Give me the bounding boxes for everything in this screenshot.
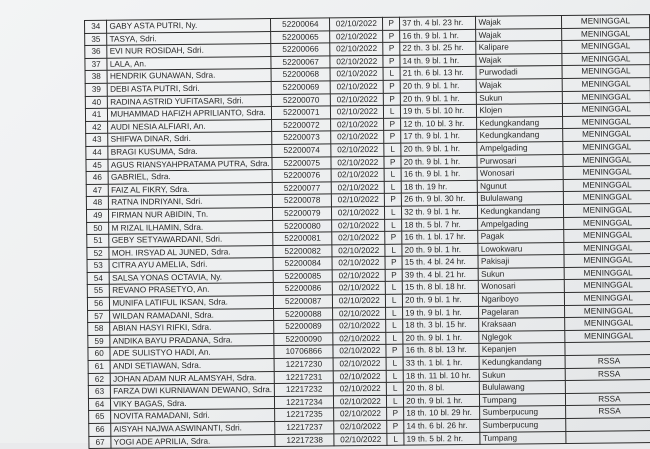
origin-address-cell: Wonosari xyxy=(479,280,565,293)
gender-cell: L xyxy=(386,294,403,307)
gender-cell: L xyxy=(384,168,401,181)
record-date-cell: 02/10/2022 xyxy=(330,17,383,30)
record-number-cell: 52200080 xyxy=(273,219,332,232)
age-cell: 16 th. 8 bl. 13 hr. xyxy=(403,344,479,357)
row-number-cell: 58 xyxy=(88,322,110,335)
record-date-cell: 02/10/2022 xyxy=(332,257,385,270)
status-cell: MENINGGAL xyxy=(564,254,650,268)
age-cell: 20 th. 9 bl. 1 hr. xyxy=(401,142,477,155)
record-number-cell: 52200070 xyxy=(271,93,330,106)
record-date-cell: 02/10/2022 xyxy=(332,168,385,181)
record-number-cell: 52200075 xyxy=(272,156,331,169)
person-name-cell: REVANO PRASETYO, An. xyxy=(110,283,274,297)
status-cell: MENINGGAL xyxy=(563,141,650,155)
row-number-cell: 44 xyxy=(86,146,108,159)
origin-address-cell: Pakisaji xyxy=(478,255,564,268)
record-date-cell: 02/10/2022 xyxy=(334,395,387,408)
status-cell: MENINGGAL xyxy=(564,317,650,331)
record-number-cell: 52200086 xyxy=(273,282,332,295)
record-number-cell: 52200089 xyxy=(274,320,333,333)
record-date-cell: 02/10/2022 xyxy=(333,357,386,370)
row-number-cell: 52 xyxy=(87,247,109,260)
person-name-cell: M RIZAL ILHAMIN, Sdra. xyxy=(109,220,273,234)
gender-cell: L xyxy=(385,244,402,257)
row-number-cell: 51 xyxy=(87,234,109,247)
origin-address-cell: Klojen xyxy=(477,104,563,117)
status-cell: MENINGGAL xyxy=(561,15,649,29)
record-number-cell: 12217232 xyxy=(274,383,333,396)
gender-cell: P xyxy=(383,17,400,30)
origin-address-cell: Sukun xyxy=(480,368,566,381)
row-number-cell: 35 xyxy=(85,33,107,46)
gender-cell: L xyxy=(386,307,403,320)
record-number-cell: 52200064 xyxy=(271,18,330,31)
record-date-cell: 02/10/2022 xyxy=(334,420,387,433)
gender-cell: L xyxy=(386,357,403,370)
person-name-cell: JOHAN ADAM NUR ALAMSYAH, Sdra. xyxy=(111,371,275,385)
gender-cell: P xyxy=(383,30,400,43)
origin-address-cell: Kedungkandang xyxy=(478,204,564,217)
record-number-cell: 52200068 xyxy=(271,68,330,81)
person-name-cell: FAIZ AL FIKRY, Sdra. xyxy=(109,182,273,196)
gender-cell: P xyxy=(385,193,402,206)
record-number-cell: 52200084 xyxy=(273,257,332,270)
row-number-cell: 61 xyxy=(88,360,110,373)
age-cell: 14 th. 6 bl. 26 hr. xyxy=(404,419,480,432)
age-cell: 17 th. 9 bl. 1 hr. xyxy=(401,130,477,143)
record-number-cell: 52200081 xyxy=(273,232,332,245)
status-cell: MENINGGAL xyxy=(562,40,650,54)
record-date-cell: 02/10/2022 xyxy=(330,43,383,56)
gender-cell: P xyxy=(385,231,402,244)
age-cell: 12 th. 10 bl. 3 hr. xyxy=(401,117,477,130)
origin-address-cell: Ampelgading xyxy=(478,217,564,230)
age-cell: 32 th. 9 bl. 1 hr. xyxy=(402,205,478,218)
age-cell: 15 th. 8 bl. 18 hr. xyxy=(402,281,478,294)
status-cell: MENINGGAL xyxy=(565,329,650,343)
record-date-cell: 02/10/2022 xyxy=(333,282,386,295)
record-date-cell: 02/10/2022 xyxy=(330,68,383,81)
row-number-cell: 62 xyxy=(88,373,110,386)
row-number-cell: 47 xyxy=(86,184,108,197)
status-cell: MENINGGAL xyxy=(562,103,650,117)
origin-address-cell: Ngunut xyxy=(478,179,564,192)
origin-address-cell: Tumpang xyxy=(480,393,566,406)
record-number-cell: 12217238 xyxy=(275,433,334,446)
gender-cell: L xyxy=(386,282,403,295)
record-date-cell: 02/10/2022 xyxy=(331,156,384,169)
person-name-cell: NOVITA RAMADANI, Sdri. xyxy=(111,409,275,423)
gender-cell: P xyxy=(384,156,401,169)
record-date-cell: 02/10/2022 xyxy=(334,408,387,421)
gender-cell: P xyxy=(385,269,402,282)
age-cell: 14 th. 9 bl. 1 hr. xyxy=(400,54,476,67)
row-number-cell: 50 xyxy=(87,222,109,235)
record-number-cell: 52200079 xyxy=(273,207,332,220)
age-cell: 15 th. 4 bl. 24 hr. xyxy=(402,256,478,269)
status-cell: MENINGGAL xyxy=(562,65,650,79)
person-name-cell: YOGI ADE APRILIA, Sdra. xyxy=(111,434,275,448)
record-date-cell: 02/10/2022 xyxy=(333,294,386,307)
gender-cell: L xyxy=(384,181,401,194)
row-number-cell: 57 xyxy=(88,310,110,323)
record-date-cell: 02/10/2022 xyxy=(332,206,385,219)
origin-address-cell: Purwosari xyxy=(477,154,563,167)
victim-list-table xyxy=(84,14,650,449)
person-name-cell: SALSA YONAS OCTAVIA, Ny. xyxy=(110,270,274,284)
record-date-cell: 02/10/2022 xyxy=(332,194,385,207)
gender-cell: L xyxy=(387,433,404,446)
age-cell: 20 th. 9 bl. 1 hr. xyxy=(403,293,479,306)
record-number-cell: 52200082 xyxy=(273,245,332,258)
row-number-cell: 41 xyxy=(85,108,107,121)
status-cell: MENINGGAL xyxy=(564,304,650,318)
age-cell: 20 th. 9 bl. 1 hr. xyxy=(400,79,476,92)
status-cell: MENINGGAL xyxy=(564,229,650,243)
record-date-cell: 02/10/2022 xyxy=(331,131,384,144)
record-number-cell: 12217237 xyxy=(275,421,334,434)
person-name-cell: ANDI SETIAWAN, Sdra. xyxy=(110,359,274,373)
status-cell: MENINGGAL xyxy=(562,115,650,129)
person-name-cell: AISYAH NAJWA ASWINANTI, Sdri. xyxy=(111,422,275,436)
person-name-cell: FIRMAN NUR ABIDIN, Tn. xyxy=(109,207,273,221)
age-cell: 21 th. 6 bl. 13 hr. xyxy=(400,67,476,80)
origin-address-cell: Kalipare xyxy=(476,41,562,54)
record-number-cell: 10706866 xyxy=(274,345,333,358)
gender-cell: P xyxy=(383,42,400,55)
status-cell: RSSA xyxy=(565,405,650,419)
age-cell: 18 th. 19 hr. xyxy=(401,180,477,193)
record-number-cell: 52200090 xyxy=(274,333,333,346)
status-cell: MENINGGAL xyxy=(564,292,650,306)
origin-address-cell: Sukun xyxy=(479,267,565,280)
gender-cell: P xyxy=(387,420,404,433)
record-date-cell: 02/10/2022 xyxy=(330,30,383,43)
gender-cell: L xyxy=(387,395,404,408)
record-date-cell: 02/10/2022 xyxy=(332,244,385,257)
row-number-cell: 39 xyxy=(85,83,107,96)
record-date-cell: 02/10/2022 xyxy=(331,80,384,93)
age-cell: 18 th. 10 bl. 29 hr. xyxy=(404,407,480,420)
record-number-cell: 52200085 xyxy=(273,270,332,283)
gender-cell: L xyxy=(387,382,404,395)
gender-cell: P xyxy=(384,118,401,131)
origin-address-cell: Sukun xyxy=(477,91,563,104)
record-number-cell: 52200072 xyxy=(272,119,331,132)
table-body xyxy=(85,15,650,449)
origin-address-cell: Bululawang xyxy=(478,192,564,205)
row-number-cell: 55 xyxy=(87,285,109,298)
person-name-cell: DEBI ASTA PUTRI, Sdri. xyxy=(108,82,272,96)
row-number-cell: 53 xyxy=(87,260,109,273)
age-cell: 18 th. 11 bl. 10 hr. xyxy=(403,369,479,382)
record-date-cell: 02/10/2022 xyxy=(333,269,386,282)
status-cell: MENINGGAL xyxy=(561,27,649,41)
person-name-cell: ADE SULISTYO HADI, An. xyxy=(110,346,274,360)
row-number-cell: 66 xyxy=(89,423,111,436)
age-cell: 19 th. 9 bl. 1 hr. xyxy=(403,306,479,319)
person-name-cell: GABY ASTA PUTRI, Ny. xyxy=(107,19,271,33)
record-number-cell: 52200078 xyxy=(272,194,331,207)
status-cell: RSSA xyxy=(565,367,650,381)
row-number-cell: 64 xyxy=(88,398,110,411)
record-number-cell: 52200077 xyxy=(272,182,331,195)
record-date-cell: 02/10/2022 xyxy=(330,55,383,68)
row-number-cell: 36 xyxy=(85,45,107,58)
origin-address-cell: Bululawang xyxy=(480,381,566,394)
row-number-cell: 67 xyxy=(89,436,111,449)
status-cell xyxy=(565,380,650,394)
origin-address-cell: Wajak xyxy=(477,78,563,91)
person-name-cell: SHIFWA DINAR, Sdri. xyxy=(108,132,272,146)
record-number-cell: 52200065 xyxy=(271,31,330,44)
status-cell: MENINGGAL xyxy=(564,266,650,280)
age-cell: 37 th. 4 bl. 23 hr. xyxy=(400,16,476,29)
age-cell: 20 th. 9 bl. 1 hr. xyxy=(402,243,478,256)
origin-address-cell: Sumberpucung xyxy=(480,418,566,431)
person-name-cell: EVI NUR ROSIDAH, Sdri. xyxy=(107,44,271,58)
record-date-cell: 02/10/2022 xyxy=(331,118,384,131)
record-number-cell: 52200087 xyxy=(274,295,333,308)
row-number-cell: 43 xyxy=(86,134,108,147)
status-cell: MENINGGAL xyxy=(563,166,650,180)
row-number-cell: 34 xyxy=(85,20,107,33)
person-name-cell: MUNIFA LATIFUL IKSAN, Sdra. xyxy=(110,296,274,310)
origin-address-cell: Sumberpucung xyxy=(480,406,566,419)
record-number-cell: 52200069 xyxy=(271,81,330,94)
origin-address-cell: Pagak xyxy=(478,230,564,243)
status-cell: RSSA xyxy=(565,392,650,406)
person-name-cell: WILDAN RAMADANI, Sdra. xyxy=(110,308,274,322)
origin-address-cell: Tumpang xyxy=(480,431,566,444)
record-number-cell: 52200074 xyxy=(272,144,331,157)
origin-address-cell: Purwodadi xyxy=(476,66,562,79)
record-date-cell: 02/10/2022 xyxy=(332,181,385,194)
person-name-cell: LALA, An. xyxy=(107,56,271,70)
gender-cell: P xyxy=(383,55,400,68)
status-cell: MENINGGAL xyxy=(563,153,650,167)
record-number-cell: 52200071 xyxy=(272,106,331,119)
person-name-cell: ANDIKA BAYU PRADANA, Sdra. xyxy=(110,333,274,347)
record-date-cell: 02/10/2022 xyxy=(331,106,384,119)
row-number-cell: 38 xyxy=(85,71,107,84)
status-cell: MENINGGAL xyxy=(562,52,650,66)
row-number-cell: 56 xyxy=(87,297,109,310)
record-date-cell: 02/10/2022 xyxy=(332,231,385,244)
person-name-cell: VIKY BAGAS, Sdra. xyxy=(111,396,275,410)
person-name-cell: CITRA AYU AMELIA, Sdri. xyxy=(109,258,273,272)
row-number-cell: 42 xyxy=(86,121,108,134)
gender-cell: P xyxy=(384,131,401,144)
record-number-cell: 12217234 xyxy=(275,396,334,409)
person-name-cell: GEBY SETYAWARDANI, Sdri. xyxy=(109,233,273,247)
origin-address-cell: Wajak xyxy=(476,53,562,66)
gender-cell: L xyxy=(383,68,400,81)
person-name-cell: BRAGI KUSUMA, Sdra. xyxy=(108,144,272,158)
record-number-cell: 12217230 xyxy=(274,358,333,371)
gender-cell: L xyxy=(385,219,402,232)
person-name-cell: HENDRIK GUNAWAN, Sdra. xyxy=(107,69,271,83)
origin-address-cell: Ngariboyo xyxy=(479,293,565,306)
status-cell: MENINGGAL xyxy=(563,178,650,192)
record-date-cell: 02/10/2022 xyxy=(332,219,385,232)
gender-cell: P xyxy=(387,408,404,421)
origin-address-cell: Wajak xyxy=(476,28,562,41)
record-date-cell: 02/10/2022 xyxy=(331,93,384,106)
origin-address-cell: Kedungkandang xyxy=(477,129,563,142)
status-cell xyxy=(565,342,650,356)
age-cell: 20 th. 8 bl. xyxy=(403,382,479,395)
status-cell: MENINGGAL xyxy=(563,203,650,217)
age-cell: 20 th. 9 bl. 1 hr. xyxy=(401,155,477,168)
row-number-cell: 54 xyxy=(87,272,109,285)
status-cell: MENINGGAL xyxy=(564,279,650,293)
age-cell: 20 th. 9 bl. 1 hr. xyxy=(404,394,480,407)
origin-address-cell: Nglegok xyxy=(479,330,565,343)
gender-cell: P xyxy=(385,256,402,269)
document-table-wrapper xyxy=(84,14,650,449)
age-cell: 22 th. 3 bl. 25 hr. xyxy=(400,42,476,55)
status-cell xyxy=(565,418,650,432)
row-number-cell: 65 xyxy=(89,411,111,424)
status-cell: RSSA xyxy=(565,355,650,369)
record-date-cell: 02/10/2022 xyxy=(333,345,386,358)
gender-cell: L xyxy=(386,332,403,345)
status-cell: MENINGGAL xyxy=(563,216,650,230)
record-date-cell: 02/10/2022 xyxy=(334,433,387,446)
age-cell: 20 th. 9 bl. 1 hr. xyxy=(400,92,476,105)
record-number-cell: 12217235 xyxy=(275,408,334,421)
gender-cell: L xyxy=(384,143,401,156)
gender-cell: P xyxy=(383,80,400,93)
record-number-cell: 52200076 xyxy=(272,169,331,182)
record-date-cell: 02/10/2022 xyxy=(333,332,386,345)
gender-cell: P xyxy=(384,93,401,106)
age-cell: 16 th. 9 bl. 1 hr. xyxy=(401,168,477,181)
person-name-cell: AGUS RIANSYAHPRATAMA PUTRA, Sdra. xyxy=(108,157,272,171)
status-cell xyxy=(566,430,650,444)
person-name-cell: MOH. IRSYAD AL JUNED, Sdra. xyxy=(109,245,273,259)
record-number-cell: 52200066 xyxy=(271,43,330,56)
age-cell: 33 th. 1 bl. 1 hr. xyxy=(403,356,479,369)
origin-address-cell: Pagelaran xyxy=(479,305,565,318)
origin-address-cell: Kraksaan xyxy=(479,318,565,331)
age-cell: 26 th. 9 bl. 30 hr. xyxy=(402,193,478,206)
status-cell: MENINGGAL xyxy=(562,128,650,142)
origin-address-cell: Wajak xyxy=(476,16,562,29)
person-name-cell: ABIAN HASYI RIFKI, Sdra. xyxy=(110,321,274,335)
status-cell: MENINGGAL xyxy=(562,78,650,92)
status-cell: MENINGGAL xyxy=(564,241,650,255)
age-cell: 16 th. 9 bl. 1 hr. xyxy=(400,29,476,42)
record-date-cell: 02/10/2022 xyxy=(333,307,386,320)
gender-cell: L xyxy=(385,206,402,219)
origin-address-cell: Kedungkandang xyxy=(479,356,565,369)
row-number-cell: 37 xyxy=(85,58,107,71)
age-cell: 19 th. 5 bl. 2 hr. xyxy=(404,432,480,445)
record-date-cell: 02/10/2022 xyxy=(331,143,384,156)
row-number-cell: 45 xyxy=(86,159,108,172)
age-cell: 18 th. 5 bl. 7 hr. xyxy=(402,218,478,231)
row-number-cell: 59 xyxy=(88,335,110,348)
age-cell: 20 th. 9 bl. 1 hr. xyxy=(403,331,479,344)
row-number-cell: 63 xyxy=(88,385,110,398)
record-number-cell: 52200088 xyxy=(274,308,333,321)
gender-cell: L xyxy=(384,105,401,118)
record-number-cell: 12217231 xyxy=(274,371,333,384)
age-cell: 16 th. 1 bl. 17 hr. xyxy=(402,230,478,243)
status-cell: MENINGGAL xyxy=(562,90,650,104)
record-number-cell: 52200067 xyxy=(271,56,330,69)
origin-address-cell: Lowokwaru xyxy=(478,242,564,255)
record-date-cell: 02/10/2022 xyxy=(334,370,387,383)
age-cell: 18 th. 3 bl. 15 hr. xyxy=(403,319,479,332)
person-name-cell: MUHAMMAD HAFIZH APRILIANTO, Sdra. xyxy=(108,107,272,121)
row-number-cell: 40 xyxy=(85,96,107,109)
origin-address-cell: Kepanjen xyxy=(479,343,565,356)
row-number-cell: 49 xyxy=(86,209,108,222)
row-number-cell: 60 xyxy=(88,348,110,361)
person-name-cell: AUDI NESIA ALFIARI, An. xyxy=(108,119,272,133)
gender-cell: P xyxy=(386,345,403,358)
status-cell: MENINGGAL xyxy=(563,191,650,205)
person-name-cell: RATNA INDRIYANI, Sdri. xyxy=(109,195,273,209)
row-number-cell: 48 xyxy=(86,197,108,210)
person-name-cell: TASYA, Sdri. xyxy=(107,31,271,45)
origin-address-cell: Kedungkandang xyxy=(477,116,563,129)
row-number-cell: 46 xyxy=(86,171,108,184)
record-date-cell: 02/10/2022 xyxy=(333,320,386,333)
origin-address-cell: Ampelgading xyxy=(477,141,563,154)
person-name-cell: GABRIEL, Sdra. xyxy=(108,170,272,184)
gender-cell: L xyxy=(386,370,403,383)
age-cell: 39 th. 4 bl. 21 hr. xyxy=(402,268,478,281)
gender-cell: L xyxy=(386,319,403,332)
record-date-cell: 02/10/2022 xyxy=(334,383,387,396)
person-name-cell: RADINA ASTRID YUFITASARI, Sdri. xyxy=(108,94,272,108)
origin-address-cell: Wonosari xyxy=(477,167,563,180)
person-name-cell: FARZA DWI KURNIAWAN DEWANO, Sdra. xyxy=(111,384,275,398)
record-number-cell: 52200073 xyxy=(272,131,331,144)
age-cell: 19 th. 5 bl. 10 hr. xyxy=(401,105,477,118)
